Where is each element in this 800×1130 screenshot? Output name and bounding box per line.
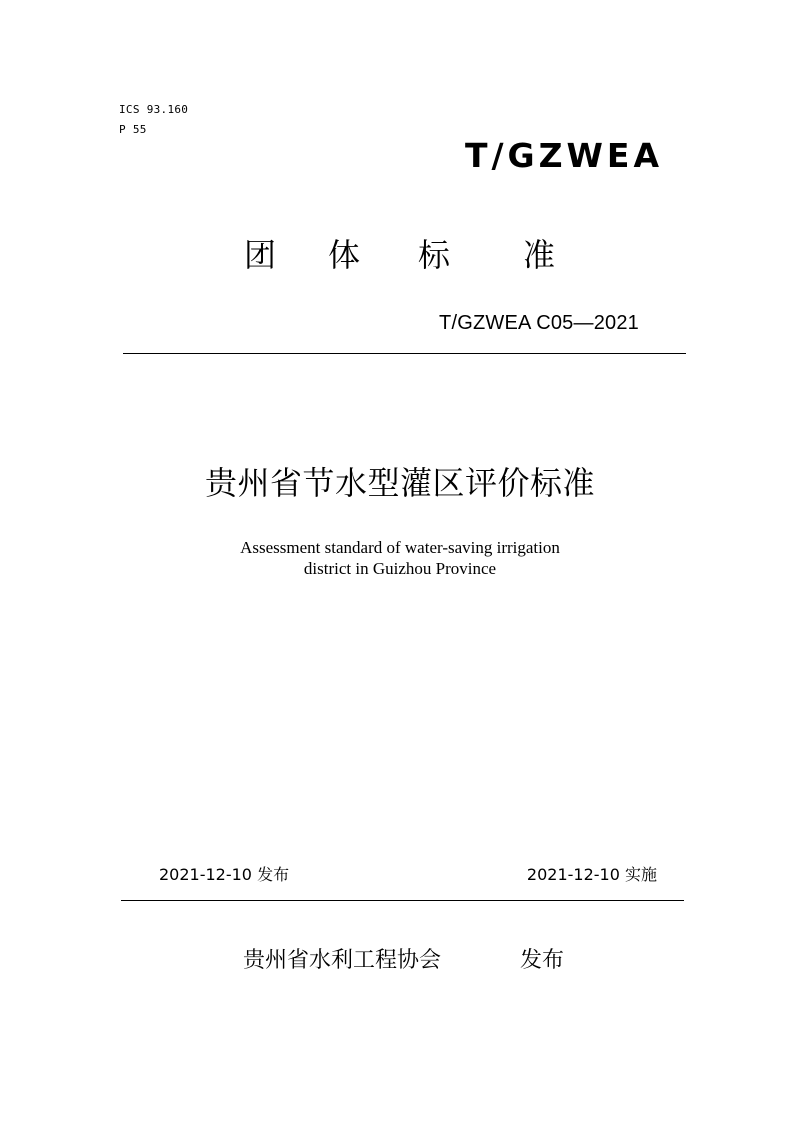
implementation-date: 2021-12-10 实施 xyxy=(526,865,657,884)
title-english xyxy=(0,537,800,579)
title-english-line: Assessment standard of water-saving irrigation xyxy=(240,538,560,557)
title-english-line: district in Guizhou Province xyxy=(303,559,497,578)
standard-number: T/GZWEA C05—2021 xyxy=(439,312,639,334)
standard-type-char: 标 xyxy=(418,236,451,274)
standard-type-char: 团 xyxy=(244,236,277,274)
top-divider xyxy=(123,353,686,354)
standard-type-char: 体 xyxy=(328,236,361,274)
ics-code: ICS 93.160 xyxy=(119,103,189,116)
publisher-name: 贵州省水利工程协会 xyxy=(243,948,442,973)
title-chinese: 贵州省节水型灌区评价标准 xyxy=(204,464,595,502)
publisher-action: 发布 xyxy=(520,948,565,973)
bottom-divider xyxy=(121,900,684,901)
release-date: 2021-12-10 发布 xyxy=(159,865,290,884)
ccs-code: P 55 xyxy=(119,123,147,136)
standard-type-char: 准 xyxy=(523,236,556,274)
organization-code: T/GZWEA xyxy=(464,136,663,175)
classification-codes xyxy=(119,100,188,140)
